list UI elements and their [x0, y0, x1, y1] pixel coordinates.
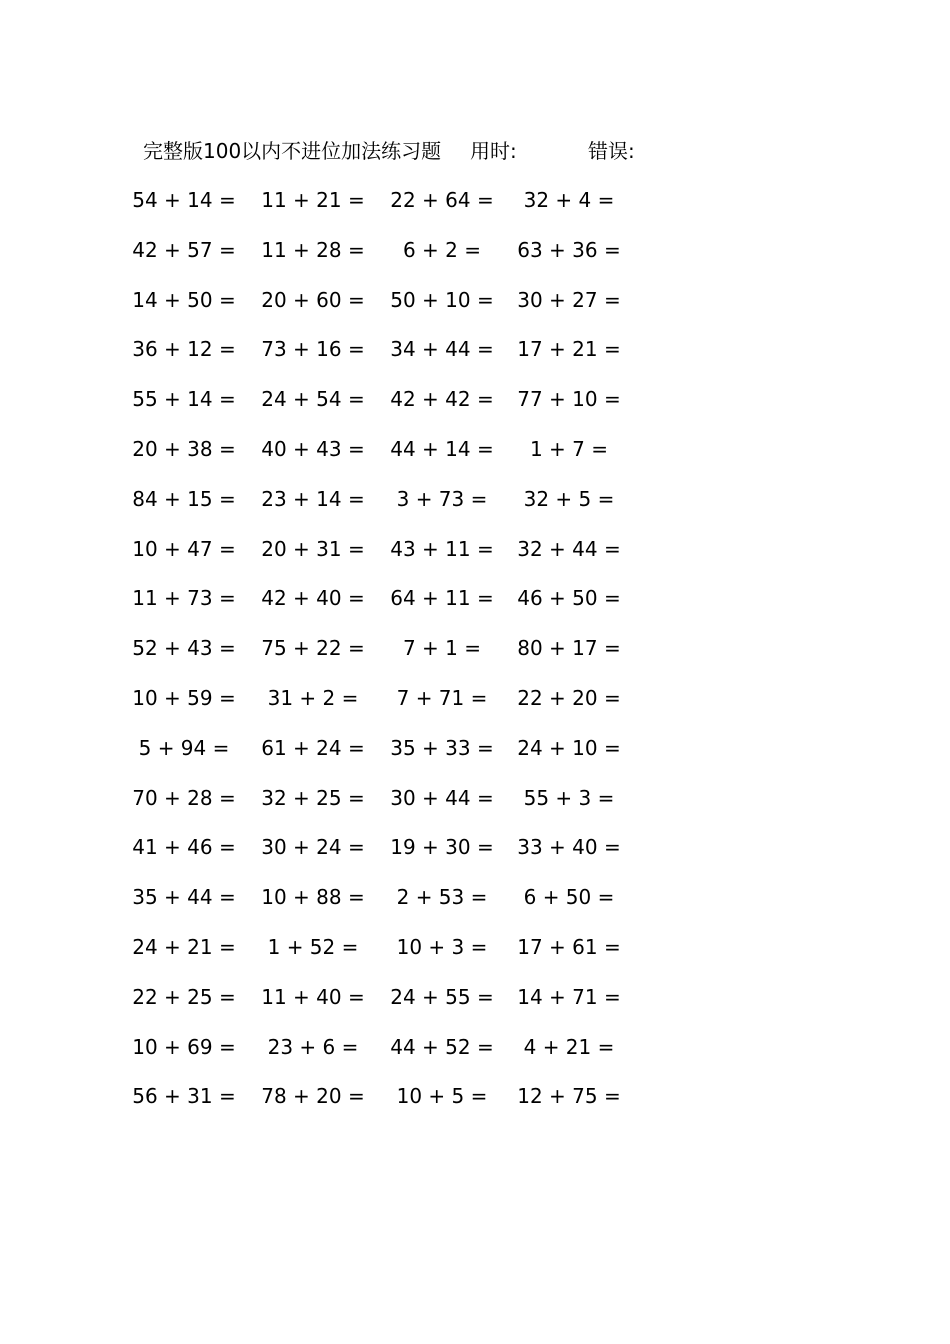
addition-problem: 10 + 69 =: [132, 1034, 236, 1059]
addition-problem: 23 + 14 =: [261, 486, 365, 511]
addition-problem: 22 + 25 =: [132, 984, 236, 1009]
problem-grid: [0, 182, 950, 1128]
addition-problem: 24 + 55 =: [390, 984, 494, 1009]
addition-problem: 70 + 28 =: [132, 785, 236, 810]
worksheet-title: 完整版100以内不进位加法练习题: [143, 139, 442, 163]
addition-problem: 55 + 3 =: [523, 785, 615, 810]
problem-row: [0, 730, 950, 780]
addition-problem: 19 + 30 =: [390, 835, 494, 860]
problem-row: [0, 630, 950, 680]
addition-problem: 20 + 38 =: [132, 436, 236, 461]
addition-problem: 42 + 40 =: [261, 586, 365, 611]
addition-problem: 10 + 5 =: [396, 1084, 488, 1109]
addition-problem: 3 + 73 =: [396, 486, 488, 511]
addition-problem: 41 + 46 =: [132, 835, 236, 860]
addition-problem: 61 + 24 =: [261, 735, 365, 760]
addition-problem: 80 + 17 =: [517, 636, 621, 661]
addition-problem: 24 + 10 =: [517, 735, 621, 760]
addition-problem: 22 + 64 =: [390, 188, 494, 212]
addition-problem: 11 + 21 =: [261, 188, 365, 212]
addition-problem: 56 + 31 =: [132, 1084, 236, 1109]
problem-row: [0, 680, 950, 730]
problem-row: [0, 431, 950, 481]
problem-row: [0, 531, 950, 581]
addition-problem: 24 + 21 =: [132, 934, 236, 959]
addition-problem: 43 + 11 =: [390, 536, 494, 561]
problem-row: [0, 829, 950, 879]
problem-row: [0, 331, 950, 381]
addition-problem: 78 + 20 =: [261, 1084, 365, 1109]
addition-problem: 17 + 61 =: [517, 934, 621, 959]
addition-problem: 33 + 40 =: [517, 835, 621, 860]
addition-problem: 34 + 44 =: [390, 337, 494, 362]
addition-problem: 42 + 57 =: [132, 237, 236, 262]
addition-problem: 40 + 43 =: [261, 436, 365, 461]
addition-problem: 63 + 36 =: [517, 237, 621, 262]
addition-problem: 84 + 15 =: [132, 486, 236, 511]
addition-problem: 10 + 47 =: [132, 536, 236, 561]
addition-problem: 11 + 73 =: [132, 586, 236, 611]
addition-problem: 32 + 4 =: [523, 188, 615, 212]
problem-row: [0, 381, 950, 431]
addition-problem: 20 + 60 =: [261, 287, 365, 312]
addition-problem: 10 + 3 =: [396, 934, 488, 959]
addition-problem: 73 + 16 =: [261, 337, 365, 362]
addition-problem: 54 + 14 =: [132, 188, 236, 212]
addition-problem: 1 + 52 =: [267, 934, 359, 959]
addition-problem: 30 + 24 =: [261, 835, 365, 860]
problem-row: [0, 1078, 950, 1128]
addition-problem: 7 + 71 =: [396, 685, 488, 710]
addition-problem: 32 + 25 =: [261, 785, 365, 810]
addition-problem: 20 + 31 =: [261, 536, 365, 561]
addition-problem: 30 + 44 =: [390, 785, 494, 810]
addition-problem: 10 + 88 =: [261, 885, 365, 910]
addition-problem: 35 + 33 =: [390, 735, 494, 760]
addition-problem: 6 + 50 =: [523, 885, 615, 910]
addition-problem: 14 + 50 =: [132, 287, 236, 312]
problem-row: [0, 979, 950, 1029]
problem-row: [0, 1029, 950, 1079]
problem-row: [0, 282, 950, 332]
addition-problem: 2 + 53 =: [396, 885, 488, 910]
addition-problem: 24 + 54 =: [261, 387, 365, 412]
error-label: 错误:: [588, 139, 635, 163]
problem-row: [0, 780, 950, 830]
problem-row: [0, 580, 950, 630]
time-label: 用时:: [470, 139, 517, 163]
addition-problem: 55 + 14 =: [132, 387, 236, 412]
addition-problem: 46 + 50 =: [517, 586, 621, 611]
addition-problem: 17 + 21 =: [517, 337, 621, 362]
addition-problem: 32 + 5 =: [523, 486, 615, 511]
addition-problem: 30 + 27 =: [517, 287, 621, 312]
addition-problem: 36 + 12 =: [132, 337, 236, 362]
addition-problem: 4 + 21 =: [523, 1034, 615, 1059]
addition-problem: 52 + 43 =: [132, 636, 236, 661]
addition-problem: 64 + 11 =: [390, 586, 494, 611]
problem-row: [0, 929, 950, 979]
problem-row: [0, 879, 950, 929]
addition-problem: 10 + 59 =: [132, 685, 236, 710]
addition-problem: 35 + 44 =: [132, 885, 236, 910]
addition-problem: 1 + 7 =: [529, 436, 609, 461]
addition-problem: 12 + 75 =: [517, 1084, 621, 1109]
addition-problem: 5 + 94 =: [138, 735, 230, 760]
addition-problem: 23 + 6 =: [267, 1034, 359, 1059]
addition-problem: 31 + 2 =: [267, 685, 359, 710]
addition-problem: 44 + 52 =: [390, 1034, 494, 1059]
addition-problem: 11 + 40 =: [261, 984, 365, 1009]
addition-problem: 75 + 22 =: [261, 636, 365, 661]
addition-problem: 44 + 14 =: [390, 436, 494, 461]
addition-problem: 7 + 1 =: [402, 636, 482, 661]
addition-problem: 32 + 44 =: [517, 536, 621, 561]
addition-problem: 42 + 42 =: [390, 387, 494, 412]
addition-problem: 14 + 71 =: [517, 984, 621, 1009]
addition-problem: 6 + 2 =: [402, 237, 482, 262]
problem-row: [0, 481, 950, 531]
worksheet-header: [143, 136, 843, 166]
addition-problem: 50 + 10 =: [390, 287, 494, 312]
addition-problem: 77 + 10 =: [517, 387, 621, 412]
addition-problem: 11 + 28 =: [261, 237, 365, 262]
problem-row: [0, 232, 950, 282]
addition-problem: 22 + 20 =: [517, 685, 621, 710]
problem-row: [0, 182, 950, 232]
